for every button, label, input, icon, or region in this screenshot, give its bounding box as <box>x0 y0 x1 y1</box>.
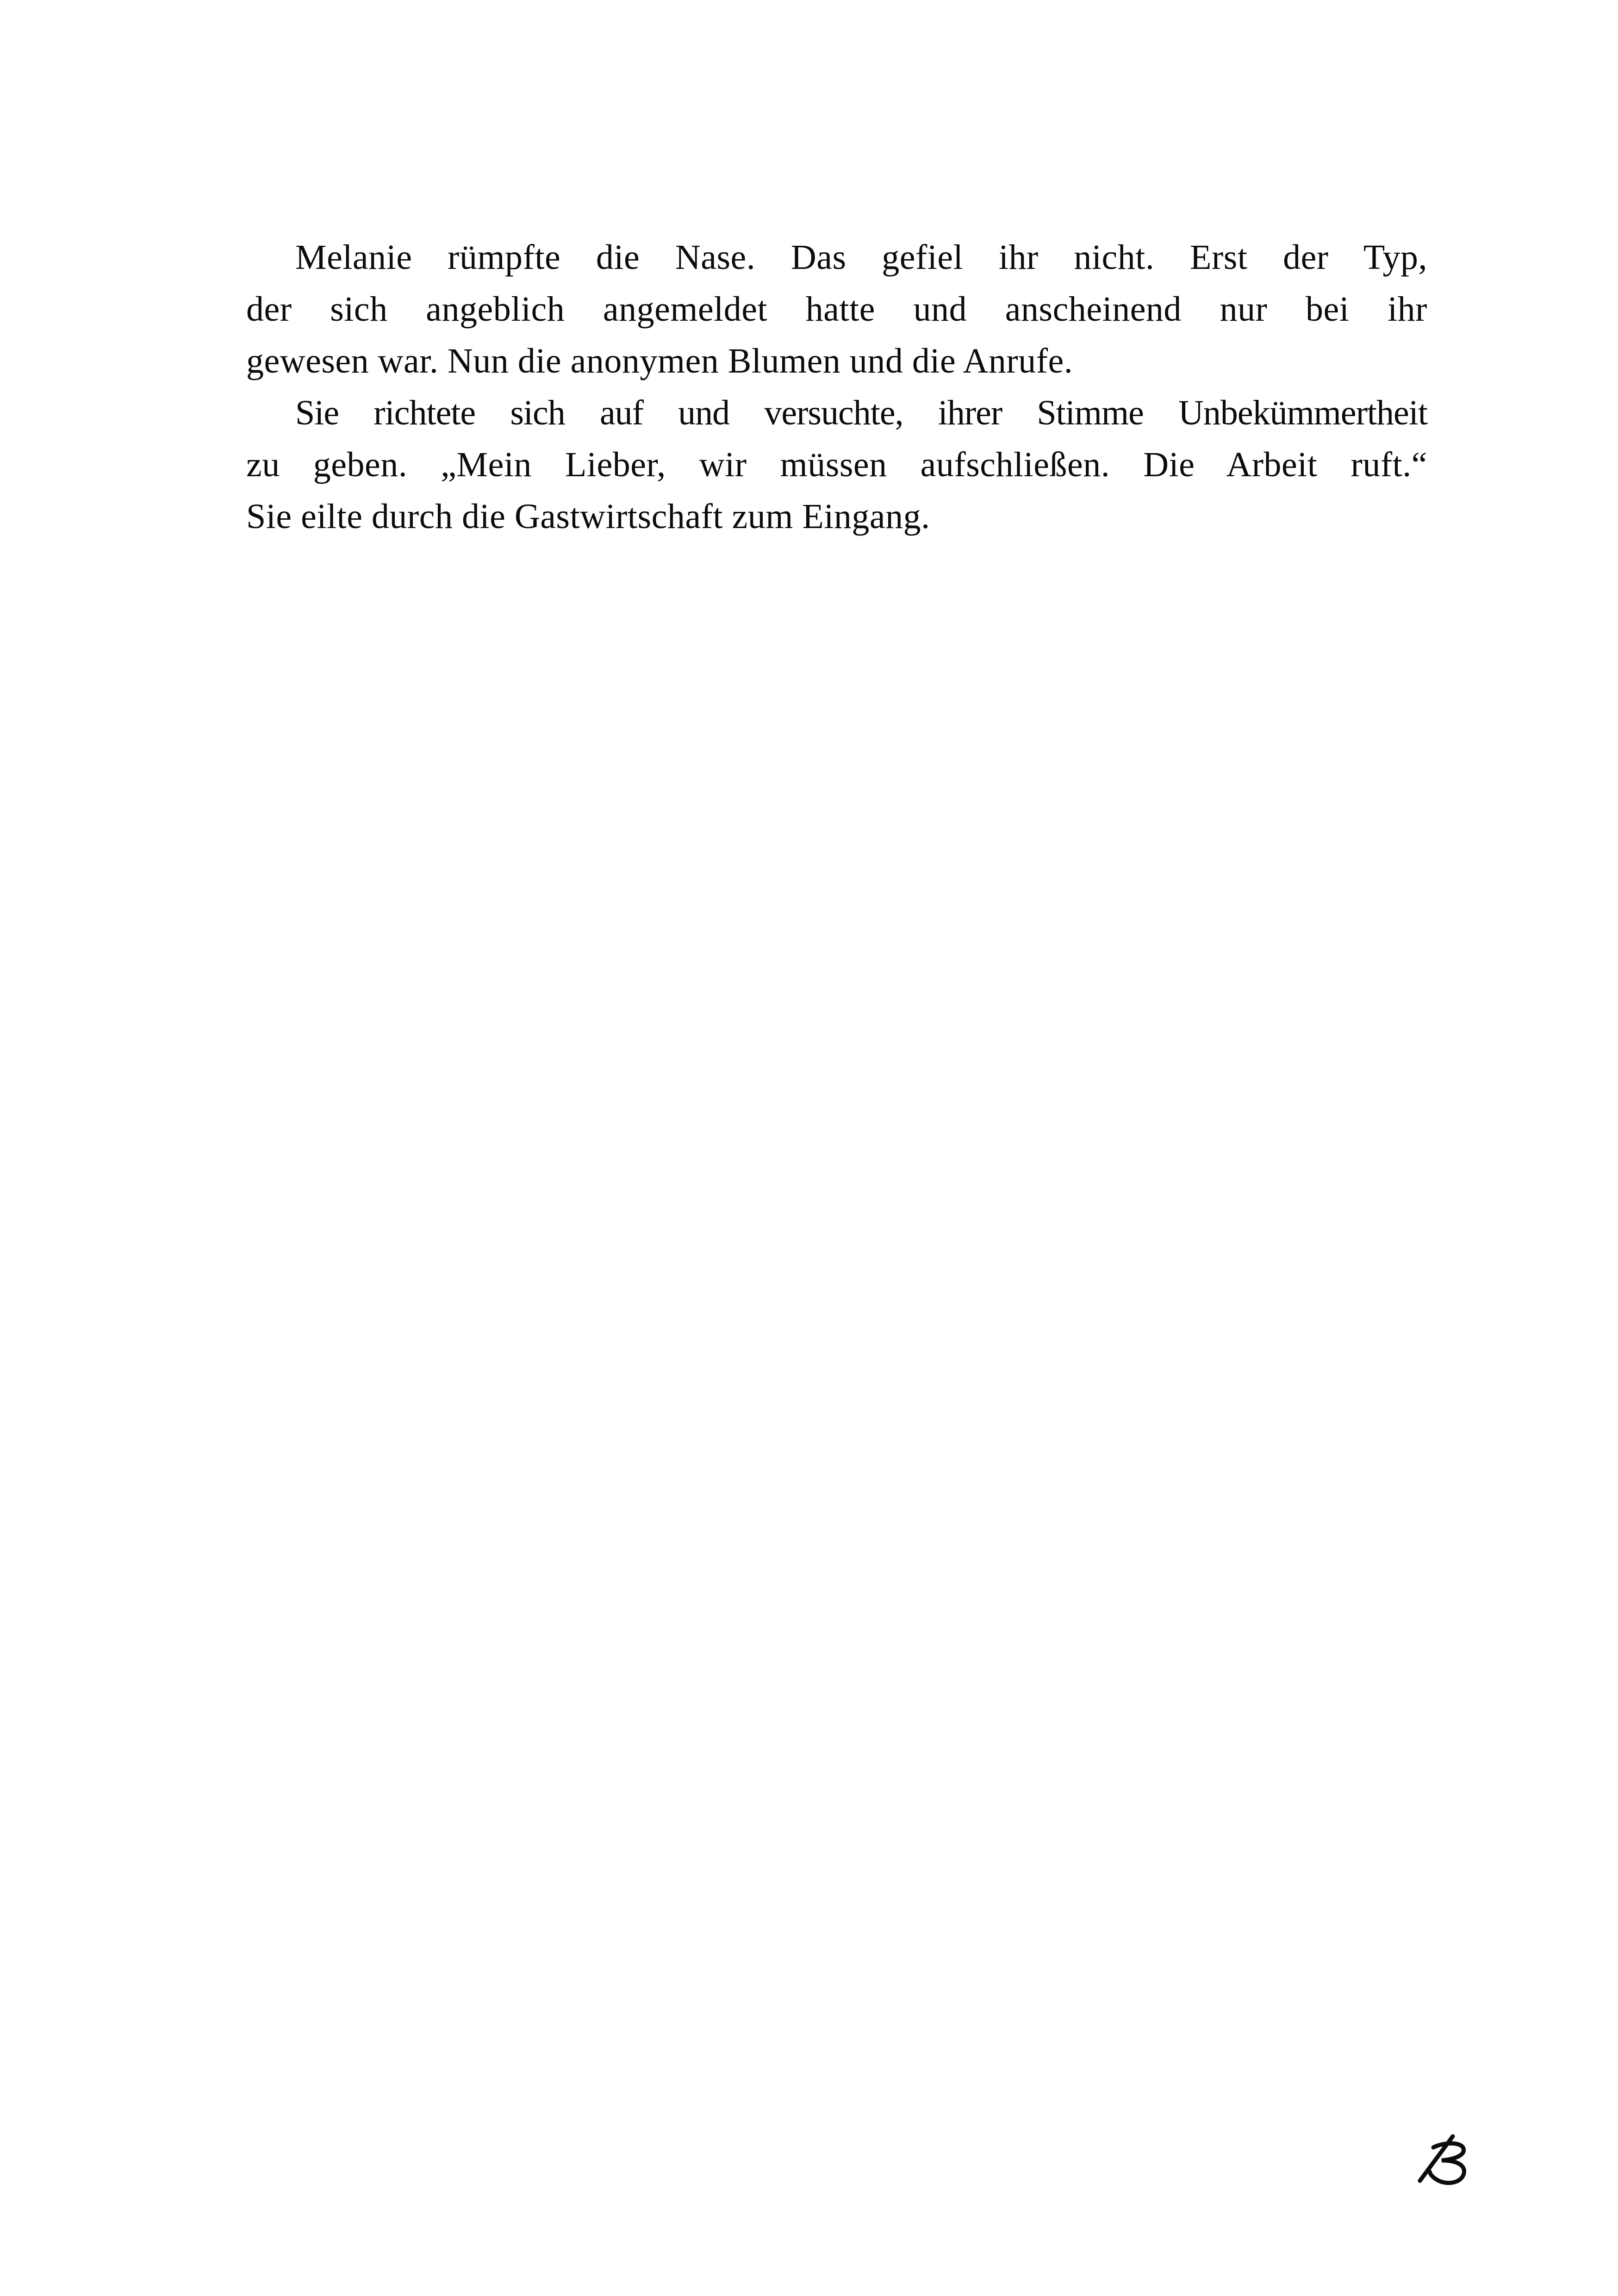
paragraph-1-line-2: der sich angeblich angemeldet hatte und anscheinend nur bei ihr <box>246 290 1427 329</box>
paragraph-1-line-1: Melanie rümpfte die Nase. Das gefiel ihr nicht. Erst der Typ, <box>295 238 1427 277</box>
handwritten-page-number <box>1405 2124 1483 2198</box>
body-text <box>246 231 1427 542</box>
page-number-13-drawing <box>1405 2124 1483 2198</box>
paragraph-2-line-3: Sie eilte durch die Gastwirtschaft zum Eingang. <box>246 497 930 536</box>
paragraph-1-line-3: gewesen war. Nun die anonymen Blumen und die Anrufe. <box>246 342 1073 380</box>
paragraph-2-line-1: Sie richtete sich auf und versuchte, ihrer Stimme Unbekümmertheit <box>295 393 1427 432</box>
paragraph-2-line-2: zu geben. „Mein Lieber, wir müssen aufschließen. Die Arbeit ruft.“ <box>246 445 1427 484</box>
